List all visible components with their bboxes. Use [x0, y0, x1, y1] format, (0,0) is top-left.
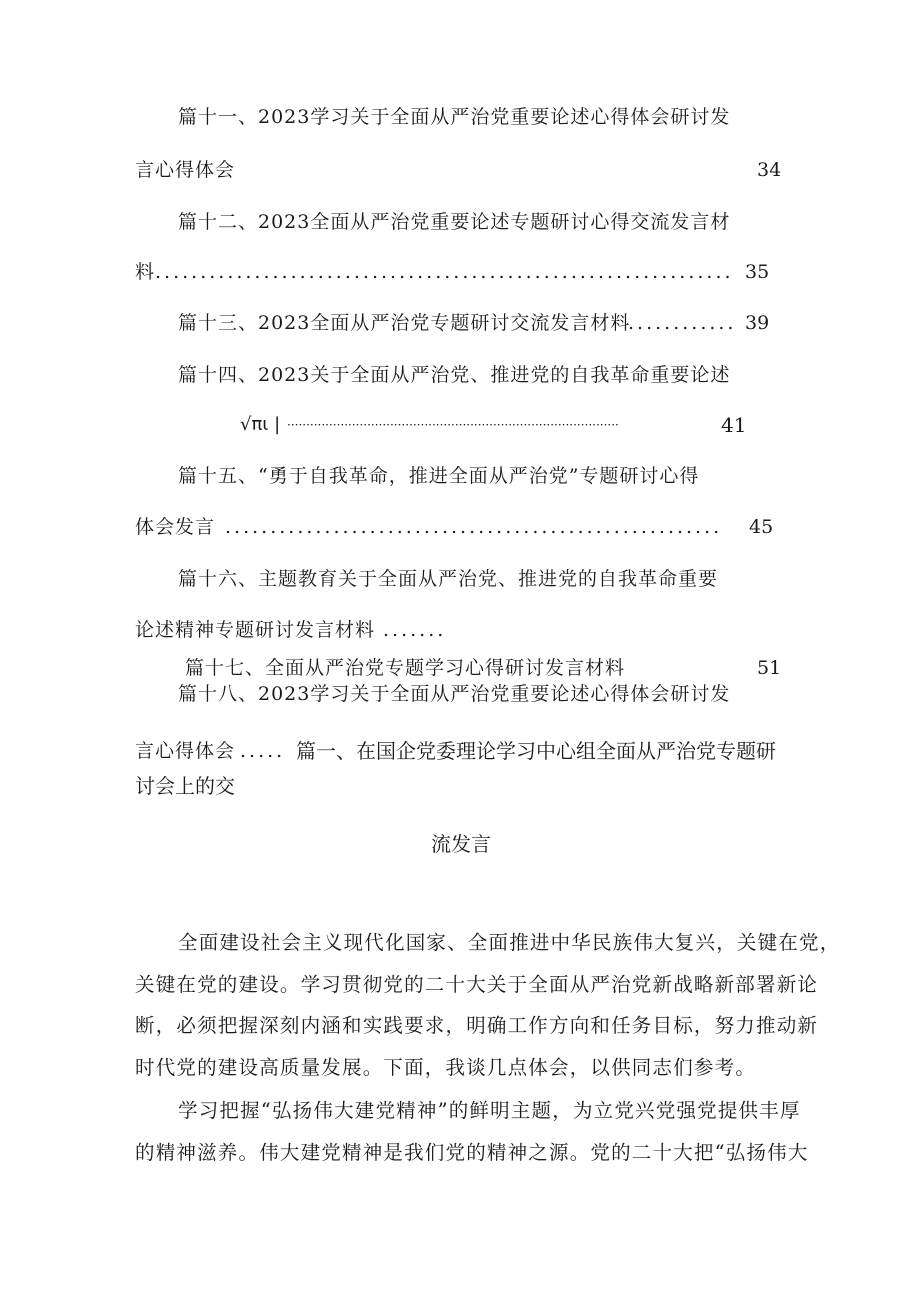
toc-entry-15-title: 篇十五、“勇于自我革命，推进全面从严治党”专题研讨心得: [178, 465, 700, 487]
toc-entry-15-page: 45: [749, 516, 774, 538]
toc-entry-14-garbled-text: √πι |: [240, 414, 281, 435]
toc-entry-13-title: 篇十三、2023全面从严治党专题研讨交流发言材料: [178, 312, 631, 334]
body-paragraph-1-line-4: 时代党的建设高质量发展。下面，我谈几点体会，以供同志们参考。: [135, 1056, 757, 1079]
section-heading-line-2: 讨会上的交: [135, 774, 235, 798]
toc-entry-12-title-cont: 料: [135, 261, 156, 283]
toc-entry-11-title-cont: 言心得体会: [135, 159, 236, 181]
toc-entry-15-title-cont: 体会发言: [135, 516, 216, 538]
toc-entry-18-leader: .....: [240, 740, 286, 762]
toc-entry-16-title-cont: 论述精神专题研讨发言材料: [135, 619, 376, 641]
section-heading-line-3: 流发言: [431, 832, 491, 856]
body-paragraph-2-line-2: 的精神滋养。伟大建党精神是我们党的精神之源。党的二十大把“弘扬伟大: [135, 1141, 809, 1164]
toc-entry-12-leader: ................................................................: [155, 261, 734, 283]
toc-entry-12-page: 35: [745, 261, 770, 283]
toc-entry-16-leader: .......: [383, 619, 447, 641]
toc-entry-13-leader: ............: [628, 312, 737, 334]
toc-entry-14-title: 篇十四、2023关于全面从严治党、推进党的自我革命重要论述: [178, 364, 731, 386]
toc-entry-18-title: 篇十八、2023学习关于全面从严治党重要论述心得体会研讨发: [178, 683, 731, 705]
toc-entry-17-page: 51: [757, 657, 782, 679]
toc-entry-18-title-cont: 言心得体会: [135, 740, 236, 762]
toc-entry-11-title: 篇十一、2023学习关于全面从严治党重要论述心得体会研讨发: [178, 106, 731, 128]
body-paragraph-1-line-1: 全面建设社会主义现代化国家、全面推进中华民族伟大复兴，关键在党，: [178, 931, 841, 954]
toc-entry-14-page: 41: [721, 413, 747, 437]
toc-entry-12-title: 篇十二、2023全面从严治党重要论述专题研讨心得交流发言材: [178, 211, 731, 233]
body-paragraph-2-line-1: 学习把握“弘扬伟大建党精神”的鲜明主题，为立党兴党强党提供丰厚: [178, 1099, 801, 1122]
section-heading-line-1: 篇一、在国企党委理论学习中心组全面从严治党专题研: [296, 739, 776, 763]
toc-entry-17-title: 篇十七、全面从严治党专题学习心得研讨发言材料: [185, 657, 626, 679]
toc-entry-15-leader: .......................................................: [225, 516, 723, 538]
body-paragraph-1-line-2: 关键在党的建设。学习贯彻党的二十大关于全面从严治党新战略新部署新论: [135, 973, 819, 996]
toc-entry-16-title: 篇十六、主题教育关于全面从严治党、推进党的自我革命重要: [178, 568, 719, 590]
toc-entry-14-leader: ·······················································································: [287, 418, 619, 432]
toc-entry-11-page: 34: [757, 159, 782, 181]
toc-entry-13-page: 39: [745, 312, 770, 334]
body-paragraph-1-line-3: 断，必须把握深刻内涵和实践要求，明确工作方向和任务目标，努力推动新: [135, 1014, 819, 1037]
